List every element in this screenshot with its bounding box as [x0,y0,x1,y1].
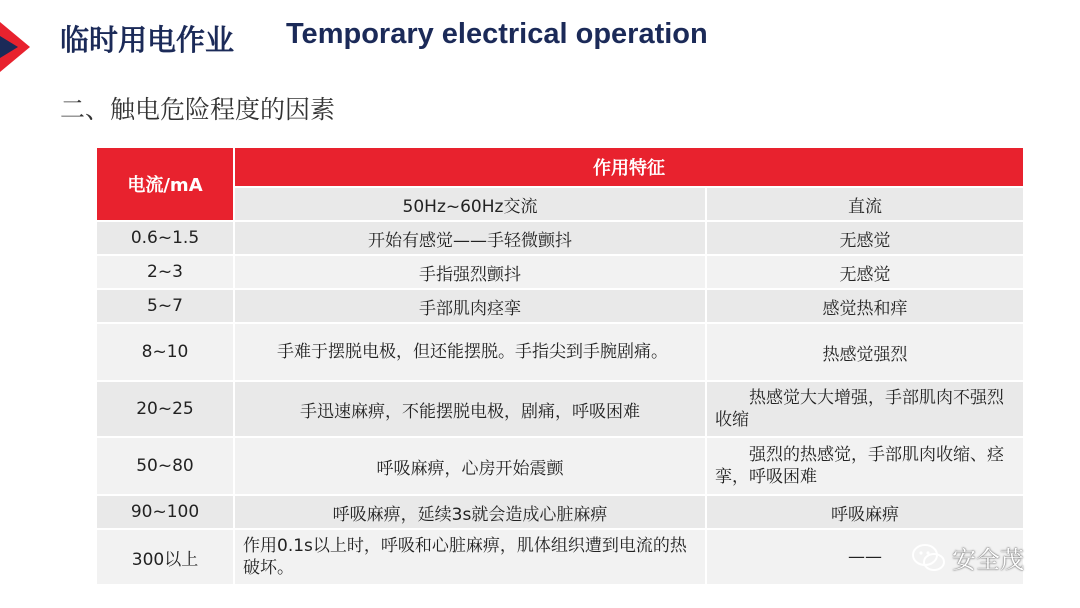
cell-current: 90~100 [96,495,234,529]
table-row [96,529,1024,585]
accent-triangle-icon [0,22,36,72]
header-dc: 直流 [706,187,1024,221]
cell-ac: 手指强烈颤抖 [234,255,706,289]
cell-dc: 强烈的热感觉，手部肌肉收缩、痉挛，呼吸困难 [706,437,1024,495]
cell-dc: 热感觉大大增强，手部肌肉不强烈收缩 [706,381,1024,437]
cell-dc: 无感觉 [706,221,1024,255]
table-row [96,323,1024,381]
table-row [96,495,1024,529]
cell-ac: 手迅速麻痹，不能摆脱电极，剧痛，呼吸困难 [234,381,706,437]
cell-current: 5~7 [96,289,234,323]
header-ac: 50Hz~60Hz交流 [234,187,706,221]
wechat-icon [912,543,946,573]
page-title-en: Temporary electrical operation [286,18,708,50]
table-row [96,289,1024,323]
cell-ac: 作用0.1s以上时，呼吸和心脏麻痹，肌体组织遭到电流的热破坏。 [234,529,706,585]
cell-ac: 开始有感觉——手轻微颤抖 [234,221,706,255]
cell-ac: 手部肌肉痉挛 [234,289,706,323]
cell-dc: —— [706,529,1024,585]
cell-current: 2~3 [96,255,234,289]
current-effects-table [95,146,1025,586]
cell-current: 50~80 [96,437,234,495]
cell-current: 20~25 [96,381,234,437]
cell-dc: 感觉热和痒 [706,289,1024,323]
table-row [96,221,1024,255]
cell-ac: 呼吸麻痹，延续3s就会造成心脏麻痹 [234,495,706,529]
watermark-text: 安全茂 [952,546,1024,574]
header-effects: 作用特征 [234,147,1024,187]
cell-ac: 呼吸麻痹，心房开始震颤 [234,437,706,495]
table-row [96,255,1024,289]
cell-current: 300以上 [96,529,234,585]
header-current: 电流/mA [96,147,234,221]
table-row [96,381,1024,437]
cell-ac: 手难于摆脱电极，但还能摆脱。手指尖到手腕剧痛。 [234,323,706,381]
cell-current: 0.6~1.5 [96,221,234,255]
section-subtitle: 二、触电危险程度的因素 [60,95,336,124]
cell-dc: 热感觉强烈 [706,323,1024,381]
page-title-cn: 临时用电作业 [60,23,235,57]
cell-dc: 呼吸麻痹 [706,495,1024,529]
table-row [96,437,1024,495]
cell-current: 8~10 [96,323,234,381]
cell-dc: 无感觉 [706,255,1024,289]
watermark [912,540,1024,575]
